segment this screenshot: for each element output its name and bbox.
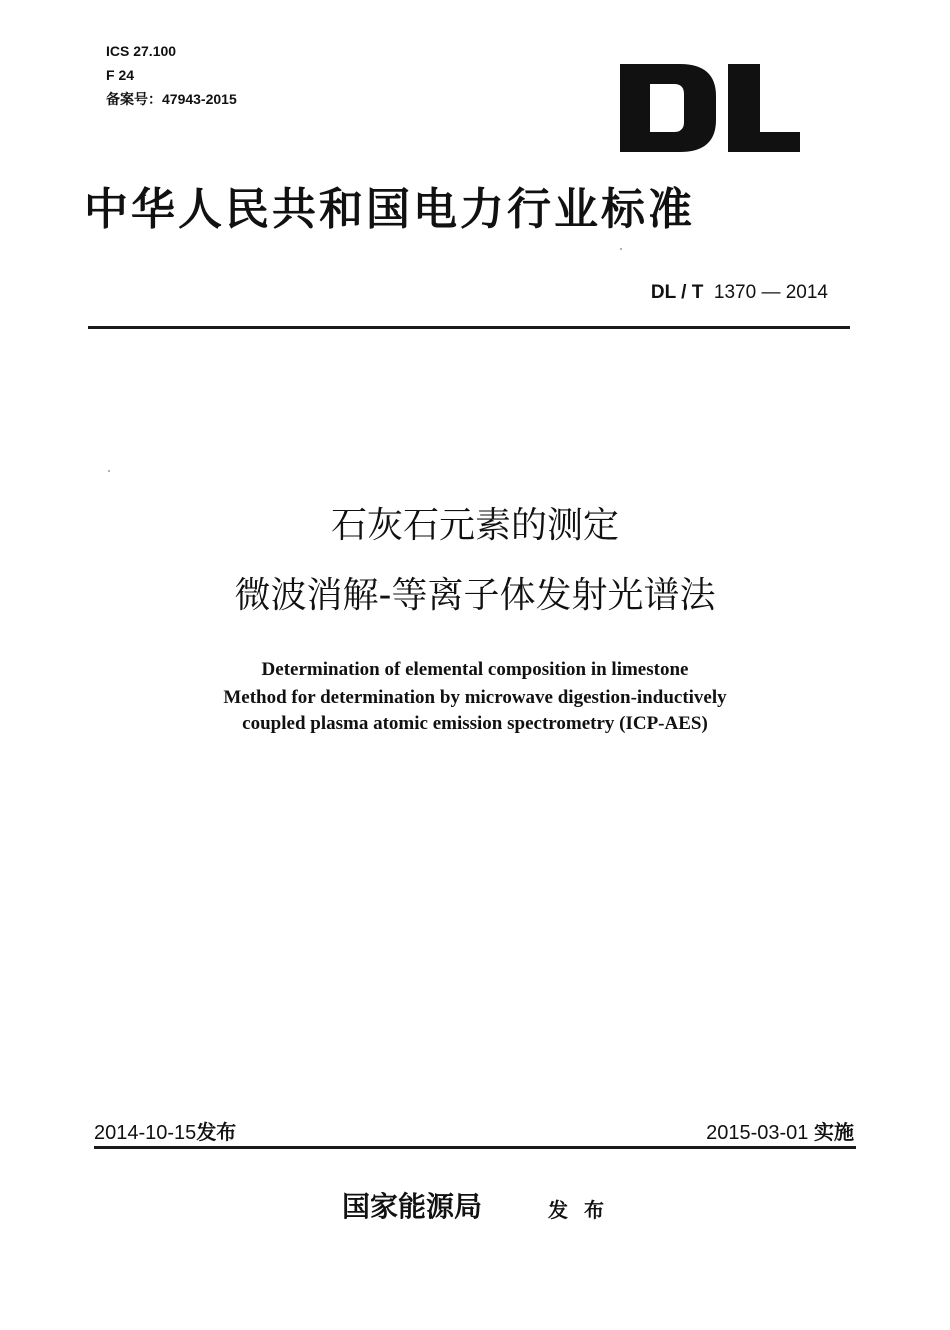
record-number: 备案号：47943-2015 xyxy=(106,91,237,107)
title-cn-line-1: 石灰石元素的测定 xyxy=(330,505,619,546)
ics-code: ICS 27.100 xyxy=(106,43,177,59)
footer-divider xyxy=(94,1146,856,1149)
standard-code: DL / T xyxy=(650,282,704,303)
issuing-authority: 国家能源局 xyxy=(342,1190,483,1223)
standard-category-title: 中华人民共和国电力行业标准 xyxy=(84,184,695,235)
ccs-code: F 24 xyxy=(106,67,135,83)
effective-date-label: 实施 xyxy=(814,1122,854,1144)
issue-label: 发布 xyxy=(548,1198,620,1222)
dl-logo xyxy=(618,38,808,158)
title-en-line-1: Determination of elemental composition in limestone xyxy=(261,659,689,680)
header-divider xyxy=(88,326,850,329)
title-cn-line-2: 微波消解-等离子体发射光谱法 xyxy=(234,575,716,616)
dl-logo-letter-l xyxy=(728,64,800,152)
scan-speck xyxy=(620,248,622,250)
publish-date-label: 发布 xyxy=(196,1122,237,1144)
title-en-line-3: coupled plasma atomic emission spectrometry (ICP-AES) xyxy=(242,713,708,734)
effective-date-value: 2015-03-01 xyxy=(706,1122,809,1144)
scan-speck xyxy=(108,470,110,472)
standard-number xyxy=(651,282,828,304)
publish-date-value: 2014-10-15 xyxy=(94,1122,197,1144)
dl-logo-letter-d xyxy=(620,64,716,152)
effective-date xyxy=(706,1120,854,1146)
standard-year-number: 1370 — 2014 xyxy=(713,282,828,303)
publish-date xyxy=(94,1120,236,1146)
title-en-line-2: Method for determination by microwave digestion-inductively xyxy=(223,687,727,708)
